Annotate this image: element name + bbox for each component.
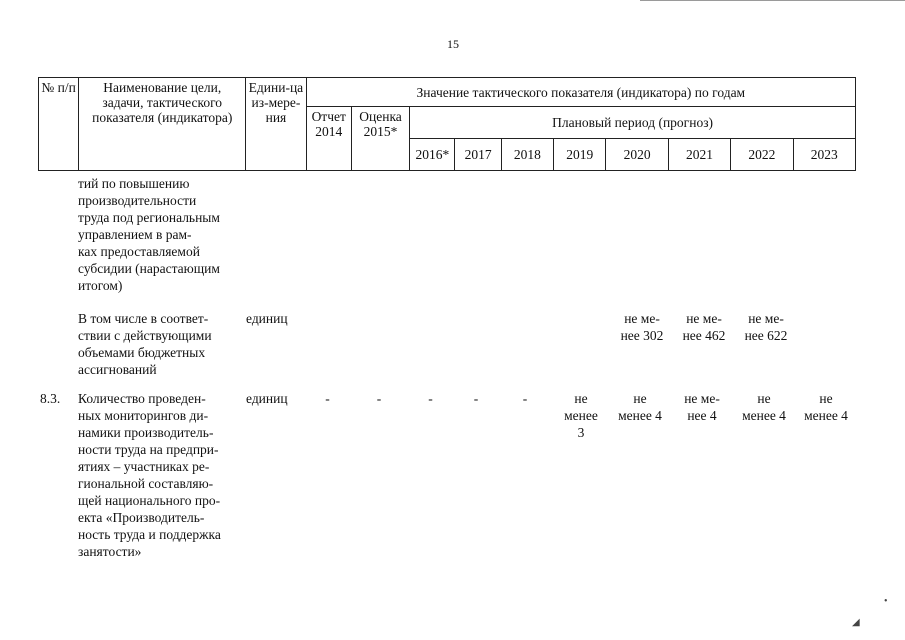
page-number: 15 <box>447 37 459 51</box>
row-8-3-name: Количество проведен- ных мониторингов ди- намики производитель- ности труда на предпри- ятиях – участниках ре- гиональной составляю- щей национального про- екта «Производитель- ность труда и поддержка занятости» <box>78 391 221 559</box>
row-8-3-value-2016: - <box>428 391 433 406</box>
header-year: 2016* <box>410 138 455 170</box>
row-budget-unit: единиц <box>246 311 288 326</box>
row-continuation-name: тий по повышению производительности труда под региональным управлением в рам- ках предоставляемой субсидии (нарастающим итогом) <box>78 176 220 293</box>
row-budget-name: В том числе в соответ- ствии с действующими объемами бюджетных ассигнований <box>78 311 212 377</box>
scan-speck: ◢ <box>852 617 860 628</box>
header-num: № п/п <box>39 78 79 171</box>
header-year: 2017 <box>455 138 501 170</box>
header-values: Значение тактического показателя (индикатора) по годам <box>306 78 855 107</box>
row-8-3-value-2014: - <box>325 391 330 406</box>
row-8-3-value-2018: - <box>522 391 528 406</box>
row-budget-value-2022: не ме- нее 622 <box>744 311 788 343</box>
header-report: Отчет 2014 <box>306 107 351 171</box>
header-year: 2018 <box>501 138 553 170</box>
header-estimate: Оценка 2015* <box>351 107 409 171</box>
header-year: 2020 <box>606 138 668 170</box>
row-8-3-number: 8.3. <box>40 391 61 406</box>
table-header <box>38 77 856 171</box>
header-year: 2021 <box>668 138 730 170</box>
header-year: 2023 <box>793 138 855 170</box>
header-unit: Едини-ца из-мере-ния <box>246 78 306 171</box>
top-rule <box>640 0 905 1</box>
row-8-3-unit: единиц <box>246 391 288 406</box>
row-budget-value-2021: не ме- нее 462 <box>682 311 726 343</box>
row-8-3-value-2017: - <box>473 391 479 406</box>
header-plan: Плановый период (прогноз) <box>410 107 856 138</box>
row-8-3-value-2015: - <box>376 391 382 406</box>
header-year: 2022 <box>731 138 793 170</box>
header-name: Наименование цели, задачи, тактического показателя (индикатора) <box>79 78 246 171</box>
row-8-3-value-2023: не менее 4 <box>804 391 848 423</box>
row-8-3-value-2020: не менее 4 <box>618 391 662 423</box>
row-8-3-value-2019: не менее 3 <box>564 391 598 440</box>
row-budget-value-2020: не ме- нее 302 <box>620 311 664 343</box>
header-year: 2019 <box>554 138 606 170</box>
scan-speck: • <box>884 596 888 607</box>
row-8-3-value-2022: не менее 4 <box>742 391 786 423</box>
row-8-3-value-2021: не ме- нее 4 <box>684 391 720 423</box>
